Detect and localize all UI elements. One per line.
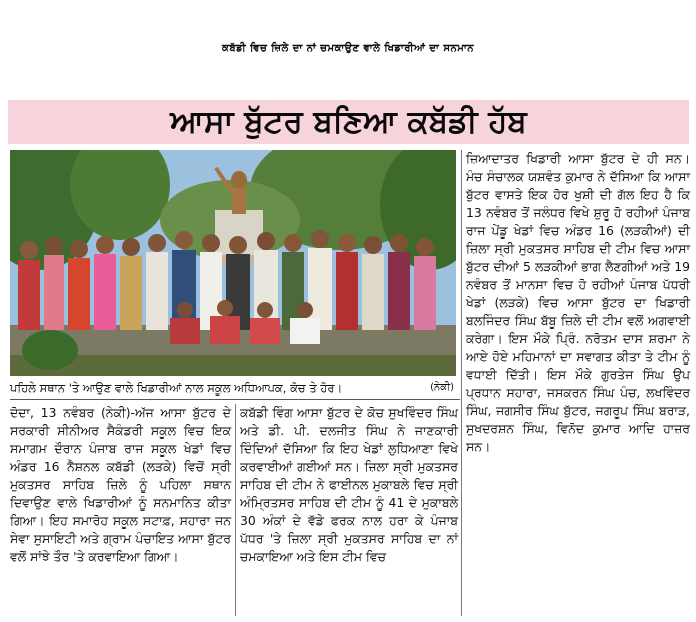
group-photo-illustration bbox=[10, 150, 456, 376]
subheadline-bar bbox=[8, 100, 689, 144]
article-text-col2: ਕਬੱਡੀ ਵਿੰਗ ਆਸਾ ਬੁੱਟਰ ਦੇ ਕੋਚ ਸੁਖਵਿੰਦਰ ਸਿੰਘ ਅਤੇ ਡੀ. ਪੀ. ਦਲਜੀਤ ਸਿੰਘ ਨੇ ਜਾਣਕਾਰੀ ਦਿੰਦਿਆਂ ਦੱਸਿਆ ਕਿ ਇਹ ਖੇਡਾਂ ਲੁਧਿਆਣਾ ਵਿਖੇ ਕਰਵਾਈਆਂ ਗਈਆਂ ਸਨ। ਜ਼ਿਲਾ ਸ੍ਰੀ ਮੁਕਤਸਰ ਸਾਹਿਬ ਦੀ ਟੀਮ ਨੇ ਫਾਈਨਲ ਮੁਕਾਬਲੇ ਵਿਚ ਸ੍ਰੀ ਅੰਮ੍ਰਿਤਸਰ ਸਾਹਿਬ ਦੀ ਟੀਮ ਨੂੰ 41 ਦੇ ਮੁਕਾਬਲੇ 30 ਅੰਕਾਂ ਦੇ ਵੱਡੇ ਫਰਕ ਨਾਲ ਹਰਾ ਕੇ ਪੰਜਾਬ ਪੱਧਰ 'ਤੇ ਜ਼ਿਲਾ ਸ੍ਰੀ ਮੁਕਤਸਰ ਸਾਹਿਬ ਦਾ ਨਾਂ ਚਮਕਾਇਆ ਅਤੇ ਇਸ ਟੀਮ ਵਿਚ bbox=[240, 405, 458, 564]
headline: ਕਬੱਡੀ ਵਿਚ ਜ਼ਿਲੇ ਦਾ ਨਾਂ ਚਮਕਾਉਣ ਵਾਲੇ ਖਿਡਾਰੀਆਂ ਦਾ ਸਨਮਾਨ bbox=[222, 42, 474, 54]
article-column-1 bbox=[10, 404, 231, 566]
column-divider bbox=[461, 150, 462, 616]
news-photo bbox=[10, 150, 456, 376]
photo-caption bbox=[10, 377, 460, 400]
article-column-3 bbox=[466, 150, 690, 456]
article-text-col3: ਜ਼ਿਆਦਾਤਰ ਖਿਡਾਰੀ ਆਸਾ ਬੁੱਟਰ ਦੇ ਹੀ ਸਨ। ਮੰਚ ਸੰਚਾਲਕ ਯਸ਼ਵੰਤ ਕੁਮਾਰ ਨੇ ਦੱਸਿਆ ਕਿ ਆਸਾ ਬੁੱਟਰ ਵਾਸਤੇ ਇਕ ਹੋਰ ਖੁਸ਼ੀ ਦੀ ਗੱਲ ਇਹ ਹੈ ਕਿ 13 ਨਵੰਬਰ ਤੋਂ ਜਲੰਧਰ ਵਿਖੇ ਸ਼ੁਰੂ ਹੋ ਰਹੀਆਂ ਪੰਜਾਬ ਰਾਜ ਪੇਂਡੂ ਖੇਡਾਂ ਵਿਚ ਅੰਡਰ 16 (ਲੜਕੀਆਂ) ਦੀ ਜ਼ਿਲਾ ਸ੍ਰੀ ਮੁਕਤਸਰ ਸਾਹਿਬ ਦੀ ਟੀਮ ਵਿਚ ਆਸਾ ਬੁੱਟਰ ਦੀਆਂ 5 ਲੜਕੀਆਂ ਭਾਗ ਲੈਣਗੀਆਂ ਅਤੇ 19 ਨਵੰਬਰ ਤੋਂ ਮਾਨਸਾ ਵਿਚ ਹੋ ਰਹੀਆਂ ਪੰਜਾਬ ਪੱਧਰੀ ਖੇਡਾਂ (ਲੜਕੇ) ਵਿਚ ਆਸਾ ਬੁੱਟਰ ਦਾ ਖਿਡਾਰੀ ਬਲਜਿੰਦਰ ਸਿੰਘ ਬੱਬੂ ਜ਼ਿਲੇ ਦੀ ਟੀਮ ਵਲੋਂ ਅਗਵਾਈ ਕਰੇਗਾ। ਇਸ ਮੌਕੇ ਪ੍ਰਿੰ. ਨਰੋਤਮ ਦਾਸ ਸ਼ਰਮਾ ਨੇ ਆਏ ਹੋਏ ਮਹਿਮਾਨਾਂ ਦਾ ਸਵਾਗਤ ਕੀਤਾ ਤੇ ਟੀਮ ਨੂੰ ਵਧਾਈ ਦਿੱਤੀ। ਇਸ ਮੌਕੇ ਗੁਰਤੇਜ ਸਿੰਘ ਉਪ ਪ੍ਰਧਾਨ ਸਹਾਰਾ, ਜਸਕਰਨ ਸਿੰਘ ਪੰਚ, ਲਖਵਿੰਦਰ ਸਿੰਘ, ਜਗਸੀਰ ਸਿੰਘ ਬੁੱਟਰ, ਜਗਰੂਪ ਸਿੰਘ ਬਰਾੜ, ਸੁਖਦਰਸ਼ਨ ਸਿੰਘ, ਵਿਨੋਦ ਕੁਮਾਰ ਆਦਿ ਹਾਜ਼ਰ ਸਨ। bbox=[466, 151, 690, 454]
article-text-col1: ਦੋਦਾ, 13 ਨਵੰਬਰ (ਨੇਕੀ)-ਅੱਜ ਆਸਾ ਬੁੱਟਰ ਦੇ ਸਰਕਾਰੀ ਸੀਨੀਅਰ ਸੈਕੰਡਰੀ ਸਕੂਲ ਵਿਚ ਇਕ ਸਮਾਗਮ ਦੌਰਾਨ ਪੰਜਾਬ ਰਾਜ ਸਕੂਲ ਖੇਡਾਂ ਵਿਚ ਅੰਡਰ 16 ਨੈਸ਼ਨਲ ਕਬੱਡੀ (ਲੜਕੇ) ਵਿਚੋਂ ਸ੍ਰੀ ਮੁਕਤਸਰ ਸਾਹਿਬ ਜ਼ਿਲੇ ਨੂੰ ਪਹਿਲਾ ਸਥਾਨ ਦਿਵਾਉਣ ਵਾਲੇ ਖਿਡਾਰੀਆਂ ਨੂੰ ਸਨਮਾਨਿਤ ਕੀਤਾ ਗਿਆ। ਇਹ ਸਮਾਰੋਹ ਸਕੂਲ ਸਟਾਫ਼, ਸਹਾਰਾ ਜਨ ਸੇਵਾ ਸੁਸਾਇਟੀ ਅਤੇ ਗ੍ਰਾਮ ਪੰਚਾਇਤ ਆਸਾ ਬੁੱਟਰ ਵਲੋਂ ਸਾਂਝੇ ਤੌਰ 'ਤੇ ਕਰਵਾਇਆ ਗਿਆ। bbox=[10, 405, 231, 564]
article-column-2 bbox=[240, 404, 458, 566]
subheadline: ਆਸਾ ਬੁੱਟਰ ਬਣਿਆ ਕਬੱਡੀ ਹੱਬ bbox=[170, 103, 527, 140]
photo-credit: (ਨੇਕੀ) bbox=[430, 382, 454, 393]
column-divider bbox=[235, 404, 236, 616]
caption-text: ਪਹਿਲੇ ਸਥਾਨ 'ਤੇ ਆਉਣ ਵਾਲੇ ਖਿਡਾਰੀਆਂ ਨਾਲ ਸਕੂਲ ਅਧਿਆਪਕ, ਕੋਚ ਤੇ ਹੋਰ। bbox=[10, 381, 343, 395]
